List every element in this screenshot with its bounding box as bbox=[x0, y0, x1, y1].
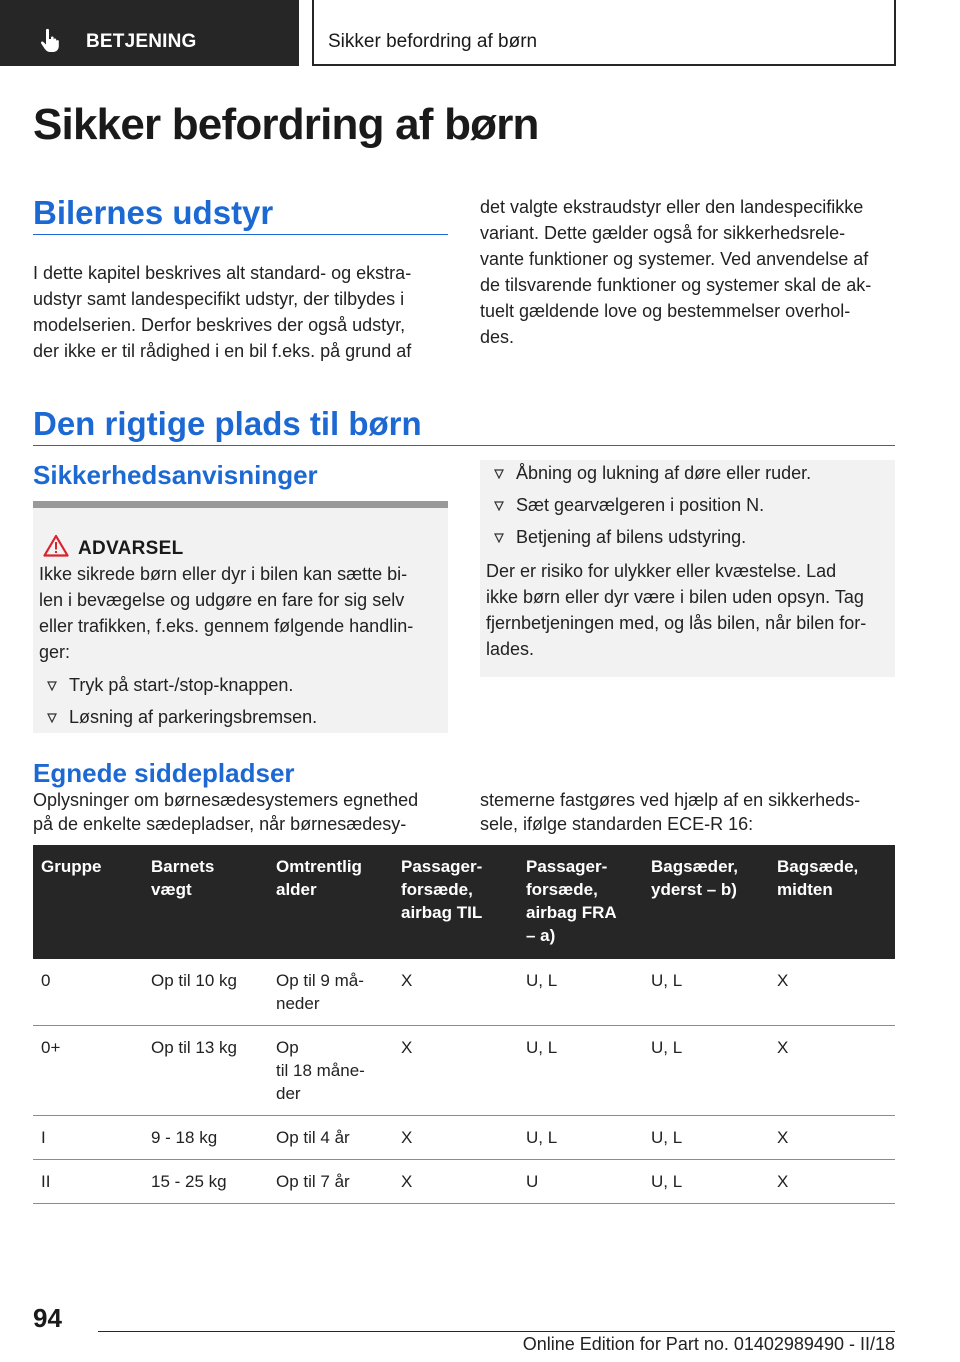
seat-suitability-table bbox=[33, 845, 895, 1204]
table-cell bbox=[33, 1026, 143, 1116]
cell-text-line: U, L bbox=[526, 1128, 558, 1147]
table-header-row bbox=[33, 845, 895, 959]
text-line: ger: bbox=[39, 642, 71, 662]
table-row bbox=[33, 959, 895, 1026]
table-header-cell bbox=[33, 845, 143, 959]
cell-text-line: 9 - 18 kg bbox=[151, 1128, 218, 1147]
header-section-tab bbox=[0, 0, 299, 66]
table-cell bbox=[143, 1160, 268, 1204]
cell-text-line: Op bbox=[276, 1038, 299, 1057]
header-text-line: Bagsæde, bbox=[777, 857, 859, 876]
cell-text-line: Op til 13 kg bbox=[151, 1038, 237, 1057]
cell-text-line: 0+ bbox=[41, 1038, 61, 1057]
text-line: udstyr samt landespecifikt udstyr, der tilbydes i bbox=[33, 289, 405, 309]
header-text-line: forsæde, bbox=[401, 880, 473, 899]
triangle-bullet-icon bbox=[494, 533, 504, 543]
warning-text bbox=[39, 561, 444, 665]
header-text-line: – a) bbox=[526, 926, 556, 945]
header-text-line: vægt bbox=[151, 880, 192, 899]
table-cell bbox=[143, 959, 268, 1026]
table-cell bbox=[643, 1116, 769, 1160]
heading-den-rigtige-plads: Den rigtige plads til børn bbox=[33, 405, 422, 442]
warning-bullets-left bbox=[33, 672, 317, 736]
triangle-bullet-icon bbox=[47, 681, 57, 691]
text-line: de tilsvarende funktioner og systemer skal de ak- bbox=[480, 275, 872, 295]
list-item-text: Betjening af bilens udstyring. bbox=[516, 527, 747, 547]
text-line: sele, ifølge standarden ECE-R 16: bbox=[480, 814, 754, 834]
table-header-cell bbox=[143, 845, 268, 959]
text-line: stemerne fastgøres ved hjælp af en sikkerheds- bbox=[480, 790, 861, 810]
paragraph-equipment-left bbox=[33, 260, 453, 364]
text-line: lades. bbox=[486, 639, 535, 659]
table-cell bbox=[268, 1116, 393, 1160]
page-number: 94 bbox=[33, 1303, 62, 1333]
list-item bbox=[480, 524, 811, 556]
cell-text-line: U bbox=[526, 1172, 539, 1191]
table-cell bbox=[393, 1116, 518, 1160]
list-item-text: Løsning af parkeringsbremsen. bbox=[69, 707, 318, 727]
cell-text-line: X bbox=[777, 1172, 789, 1191]
footer-edition: Online Edition for Part no. 01402989490 - II/18 bbox=[522, 1334, 895, 1354]
warning-text-continued bbox=[486, 558, 891, 662]
table-row bbox=[33, 1026, 895, 1116]
table-row bbox=[33, 1116, 895, 1160]
heading-bilernes-udstyr: Bilernes udstyr bbox=[33, 194, 274, 231]
text-line: I dette kapitel beskrives alt standard- og ekstra- bbox=[33, 263, 412, 283]
table-cell bbox=[393, 1160, 518, 1204]
text-line: Ikke sikrede børn eller dyr i bilen kan sætte bi- bbox=[39, 564, 408, 584]
table-cell bbox=[769, 1116, 895, 1160]
cell-text-line: U, L bbox=[526, 1038, 558, 1057]
header-section-label: BETJENING bbox=[86, 31, 197, 52]
warning-bullets-right bbox=[480, 460, 811, 556]
cell-text-line: der bbox=[276, 1084, 301, 1103]
cell-text-line: U, L bbox=[651, 1172, 683, 1191]
subheading-sikkerhedsanvisninger: Sikkerhedsanvisninger bbox=[33, 460, 318, 490]
heading-rule-full bbox=[33, 445, 895, 446]
text-line: tuelt gældende love og bestemmelser overhol- bbox=[480, 301, 851, 321]
cell-text-line: Op til 7 år bbox=[276, 1172, 350, 1191]
text-line: på de enkelte sædepladser, når børnesædesy- bbox=[33, 814, 407, 834]
table-cell bbox=[33, 1116, 143, 1160]
header-text-line: Omtrentlig bbox=[276, 857, 362, 876]
text-line: des. bbox=[480, 327, 515, 347]
table-cell bbox=[518, 959, 643, 1026]
footer-rule bbox=[98, 1331, 895, 1332]
table-header-cell bbox=[518, 845, 643, 959]
cell-text-line: X bbox=[777, 1038, 789, 1057]
table-cell bbox=[33, 959, 143, 1026]
cell-text-line: Op til 9 må- bbox=[276, 971, 364, 990]
table-cell bbox=[769, 1160, 895, 1204]
table-cell bbox=[393, 1026, 518, 1116]
subheading-egnede-siddepladser: Egnede siddepladser bbox=[33, 758, 295, 788]
list-item bbox=[33, 672, 317, 704]
cell-text-line: X bbox=[401, 1038, 413, 1057]
header-text-line: Gruppe bbox=[41, 857, 102, 876]
table-cell bbox=[518, 1160, 643, 1204]
warning-box bbox=[33, 501, 448, 733]
text-line: eller trafikken, f.eks. gennem følgende handlin- bbox=[39, 616, 414, 636]
list-item bbox=[480, 460, 811, 492]
hand-pointer-icon bbox=[38, 27, 64, 53]
table-cell bbox=[393, 959, 518, 1026]
paragraph-seats-right bbox=[480, 788, 900, 836]
list-item-text: Åbning og lukning af døre eller ruder. bbox=[516, 463, 812, 483]
header-text-line: airbag FRA bbox=[526, 903, 617, 922]
cell-text-line: X bbox=[401, 971, 413, 990]
table-cell bbox=[769, 959, 895, 1026]
cell-text-line: II bbox=[41, 1172, 51, 1191]
cell-text-line: neder bbox=[276, 994, 320, 1013]
header-title-box bbox=[312, 0, 896, 66]
table-cell bbox=[518, 1116, 643, 1160]
header-text-line: forsæde, bbox=[526, 880, 598, 899]
list-item-text: Tryk på start-/stop-knappen. bbox=[69, 675, 294, 695]
cell-text-line: U, L bbox=[651, 1038, 683, 1057]
text-line: vante funktioner og systemer. Ved anvendelse af bbox=[480, 249, 869, 269]
table-cell bbox=[518, 1026, 643, 1116]
table-cell bbox=[643, 959, 769, 1026]
list-item bbox=[480, 492, 811, 524]
header-text-line: alder bbox=[276, 880, 317, 899]
header-text-line: midten bbox=[777, 880, 833, 899]
cell-text-line: U, L bbox=[651, 971, 683, 990]
table-cell bbox=[143, 1116, 268, 1160]
text-line: Oplysninger om børnesædesystemers egnethed bbox=[33, 790, 419, 810]
table-header-cell bbox=[643, 845, 769, 959]
text-line: det valgte ekstraudstyr eller den landespecifikke bbox=[480, 197, 864, 217]
cell-text-line: U, L bbox=[526, 971, 558, 990]
header-text-line: Barnets bbox=[151, 857, 215, 876]
warning-label: ADVARSEL bbox=[78, 538, 184, 559]
table-cell bbox=[268, 1160, 393, 1204]
cell-text-line: X bbox=[777, 1128, 789, 1147]
table-body bbox=[33, 959, 895, 1204]
text-line: fjernbetjeningen med, og lås bilen, når bilen for- bbox=[486, 613, 867, 633]
cell-text-line: U, L bbox=[651, 1128, 683, 1147]
cell-text-line: X bbox=[777, 971, 789, 990]
cell-text-line: X bbox=[401, 1128, 413, 1147]
header-text-line: Passager- bbox=[401, 857, 483, 876]
cell-text-line: X bbox=[401, 1172, 413, 1191]
table-cell bbox=[143, 1026, 268, 1116]
heading-rule bbox=[33, 234, 448, 235]
text-line: modelserien. Derfor beskrives der også udstyr, bbox=[33, 315, 406, 335]
text-line: Der er risiko for ulykker eller kvæstelse. Lad bbox=[486, 561, 837, 581]
header-text-line: Bagsæder, bbox=[651, 857, 738, 876]
cell-text-line: I bbox=[41, 1128, 46, 1147]
table-cell bbox=[268, 1026, 393, 1116]
warning-triangle-icon bbox=[43, 534, 69, 557]
text-line: ikke børn eller dyr være i bilen uden opsyn. Tag bbox=[486, 587, 864, 607]
cell-text-line: til 18 måne- bbox=[276, 1061, 365, 1080]
table-row bbox=[33, 1160, 895, 1204]
header-title: Sikker befordring af børn bbox=[328, 31, 538, 52]
triangle-bullet-icon bbox=[494, 469, 504, 479]
table-cell bbox=[643, 1026, 769, 1116]
table-header-cell bbox=[769, 845, 895, 959]
table-cell bbox=[268, 959, 393, 1026]
triangle-bullet-icon bbox=[494, 501, 504, 511]
table-cell bbox=[769, 1026, 895, 1116]
cell-text-line: 15 - 25 kg bbox=[151, 1172, 227, 1191]
table-cell bbox=[33, 1160, 143, 1204]
list-item bbox=[33, 704, 317, 736]
triangle-bullet-icon bbox=[47, 713, 57, 723]
paragraph-seats-left bbox=[33, 788, 463, 836]
header-text-line: Passager- bbox=[526, 857, 608, 876]
warning-box-continued bbox=[480, 460, 895, 677]
cell-text-line: Op til 4 år bbox=[276, 1128, 350, 1147]
paragraph-equipment-right bbox=[480, 194, 900, 350]
table-header-cell bbox=[393, 845, 518, 959]
page-title: Sikker befordring af børn bbox=[33, 100, 539, 149]
cell-text-line: Op til 10 kg bbox=[151, 971, 237, 990]
text-line: der ikke er til rådighed i en bil f.eks. på grund af bbox=[33, 341, 412, 361]
list-item-text: Sæt gearvælgeren i position N. bbox=[516, 495, 765, 515]
table-cell bbox=[643, 1160, 769, 1204]
header-text-line: yderst – b) bbox=[651, 880, 737, 899]
table-header-cell bbox=[268, 845, 393, 959]
text-line: len i bevægelse og udgøre en fare for sig selv bbox=[39, 590, 405, 610]
text-line: variant. Dette gælder også for sikkerhedsrele- bbox=[480, 223, 846, 243]
header-text-line: airbag TIL bbox=[401, 903, 483, 922]
cell-text-line: 0 bbox=[41, 971, 51, 990]
